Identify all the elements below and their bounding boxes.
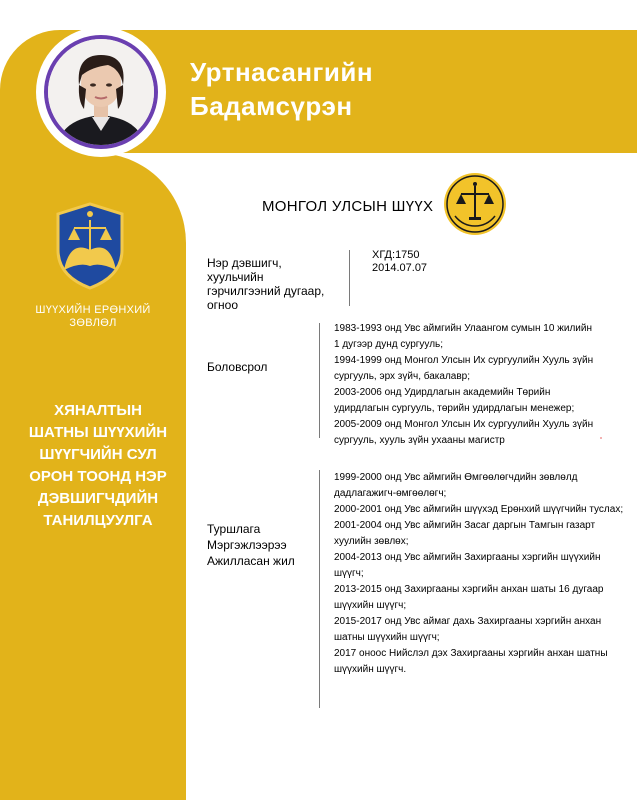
education-line: 2003-2006 онд Удирдлагын академийн Төрийн (334, 387, 551, 398)
label-line: огноо (207, 298, 239, 312)
experience-line: 2001-2004 онд Увс аймгийн Засаг даргын Тамгын газарт (334, 520, 596, 531)
label-line: Ажилласан жил (207, 554, 295, 568)
experience-line: 1999-2000 онд Увс аймгийн Өмгөөлөгчдийн зөвлөлд (334, 472, 578, 483)
education-list (334, 321, 593, 449)
divider (319, 470, 320, 708)
experience-line: дадлагажигч-өмгөөлөгч; (334, 488, 447, 499)
license-date: 2014.07.07 (372, 262, 428, 274)
education-line: удирдлагын сургууль, төрийн удирдлагын менежер; (334, 403, 575, 414)
experience-line: 2004-2013 онд Увс аймгийн Захиргааны хэргийн шүүхийн (334, 552, 601, 563)
council-line-2: ЗӨВЛӨЛ (69, 317, 117, 329)
education-line: 1994-1999 онд Монгол Улсын Их сургуулийн Хууль зүйн (334, 355, 594, 366)
education-line: 2005-2009 онд Монгол Улсын Их сургуулийн Хууль зүйн (334, 419, 594, 430)
intro-line: ХЯНАЛТЫН (54, 402, 142, 419)
intro-line: ОРОН ТООНД НЭР (29, 468, 167, 485)
intro-line: ШҮҮГЧИЙН СУЛ (39, 446, 157, 463)
person-portrait-icon (48, 39, 154, 145)
experience-line: 2000-2001 онд Увс аймгийн шүүхэд Ерөнхий шүүгчийн туслах; (334, 504, 624, 515)
education-line: 1 дугээр дунд сургууль; (334, 339, 444, 350)
education-line: сургууль, хууль зүйн ухааны магистр (334, 435, 505, 446)
court-name: МОНГОЛ УЛСЫН ШҮҮХ (262, 198, 434, 215)
judicial-council-emblem-icon (50, 200, 130, 290)
experience-line: шүүгч; (334, 568, 364, 579)
name-line-2: Бадамсүрэн (190, 91, 353, 121)
judicial-council-name (25, 304, 161, 330)
experience-line: шүүхийн шүүгч; (334, 600, 407, 611)
experience-line: 2015-2017 онд Увс аймаг дахь Захиргааны хэргийн анхан (334, 616, 602, 627)
experience-line: шатны шүүхийн шүүгч; (334, 632, 440, 643)
education-line: сургууль, эрх зүйч, бакалавр; (334, 371, 471, 382)
label-line: гэрчилгээний дугаар, (207, 284, 325, 298)
label-line: Нэр дэвшигч, (207, 256, 282, 270)
experience-line: шүүхийн шүүгч. (334, 664, 407, 675)
intro-line: ДЭВШИГЧДИЙН (37, 490, 159, 507)
education-line: 1983-1993 онд Увс аймгийн Улаангом сумын 10 жилийн (334, 323, 592, 334)
label-line: Мэргэжлээрээ (207, 538, 287, 552)
profile-photo (44, 35, 158, 149)
intro-line: ШАТНЫ ШҮҮХИЙН (28, 424, 168, 441)
experience-line: 2017 оноос Нийслэл дэх Захиргааны хэргийн анхан шатны (334, 648, 608, 659)
nomination-label (207, 256, 324, 312)
label-line: хуульчийн (207, 270, 264, 284)
experience-label (207, 521, 295, 569)
introduction-heading (28, 400, 168, 532)
education-label: Боловсрол (207, 360, 268, 374)
divider (319, 323, 320, 438)
intro-line: ТАНИЛЦУУЛГА (43, 512, 153, 529)
candidate-name (190, 55, 373, 123)
decorative-dot (600, 437, 602, 439)
experience-line: хуулийн зөвлөх; (334, 536, 409, 547)
label-line: Туршлага (207, 522, 261, 536)
council-line-1: ШҮҮХИЙН ЕРӨНХИЙ (35, 304, 151, 316)
divider (349, 250, 350, 306)
nomination-value (372, 249, 427, 275)
experience-line: 2013-2015 онд Захиргааны хэргийн анхан шаты 16 дугаар (334, 584, 604, 595)
name-line-1: Уртнасангийн (190, 57, 374, 87)
license-number: ХГД:1750 (372, 249, 420, 261)
experience-list (334, 470, 623, 678)
court-seal-icon (443, 172, 507, 236)
